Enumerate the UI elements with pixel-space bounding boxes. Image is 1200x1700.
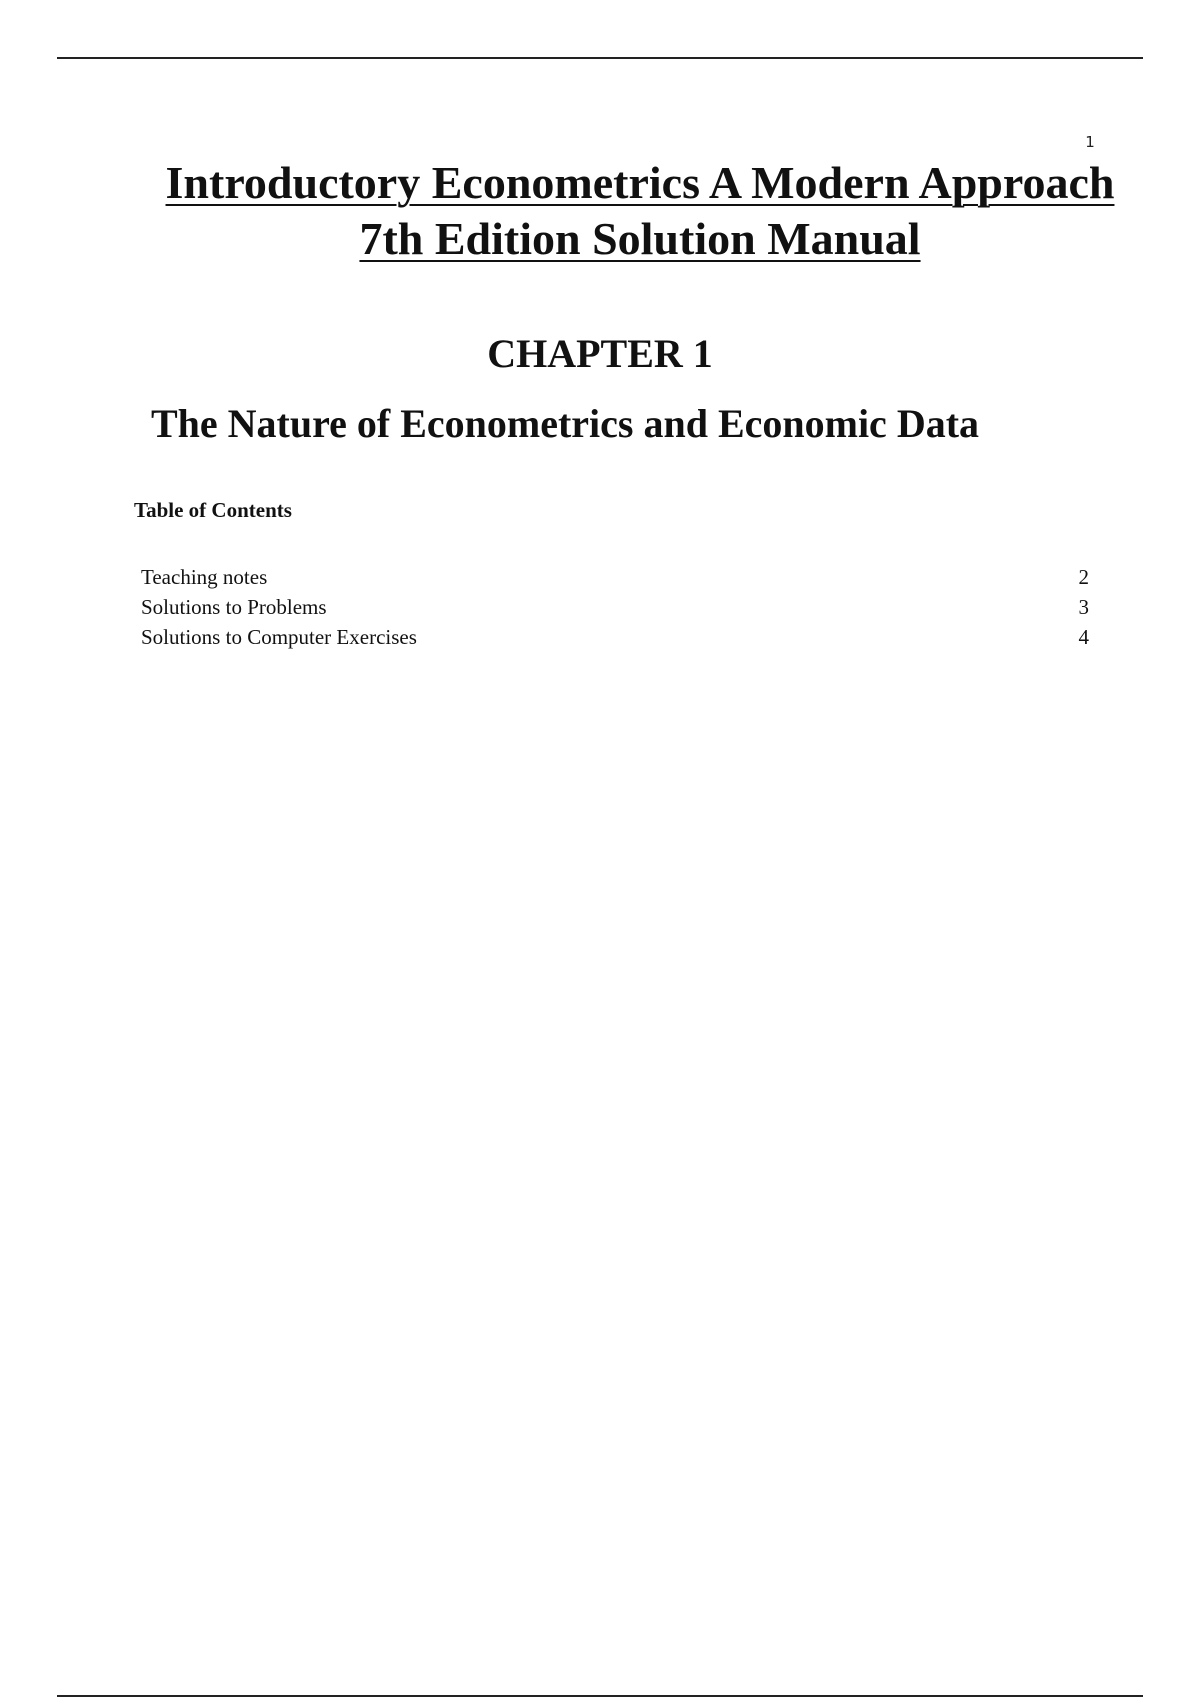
toc-entry-solutions-to-computer-exercises[interactable] [141, 622, 1089, 652]
toc-entry-teaching-notes[interactable] [141, 562, 1089, 592]
toc-entry-label: Teaching notes [141, 565, 268, 589]
page-number: 1 [1085, 133, 1095, 151]
document-title [120, 155, 1160, 267]
toc-entry-label: Solutions to Problems [141, 595, 327, 619]
chapter-label: CHAPTER 1 [487, 331, 713, 376]
toc-entry-page: 4 [1078, 625, 1089, 649]
toc-heading: Table of Contents [134, 498, 292, 522]
bottom-rule [57, 1695, 1143, 1697]
toc-entry-page: 2 [1078, 565, 1089, 589]
toc-entry-label: Solutions to Computer Exercises [141, 625, 417, 649]
top-rule [57, 57, 1143, 59]
document-title-line-1: Introductory Econometrics A Modern Approach [165, 157, 1115, 208]
toc-entry-solutions-to-problems[interactable] [141, 592, 1089, 622]
toc-entry-page: 3 [1078, 595, 1089, 619]
document-title-line-2: 7th Edition Solution Manual [359, 213, 921, 264]
table-of-contents [141, 562, 1089, 652]
chapter-title: The Nature of Econometrics and Economic Data [150, 401, 980, 446]
